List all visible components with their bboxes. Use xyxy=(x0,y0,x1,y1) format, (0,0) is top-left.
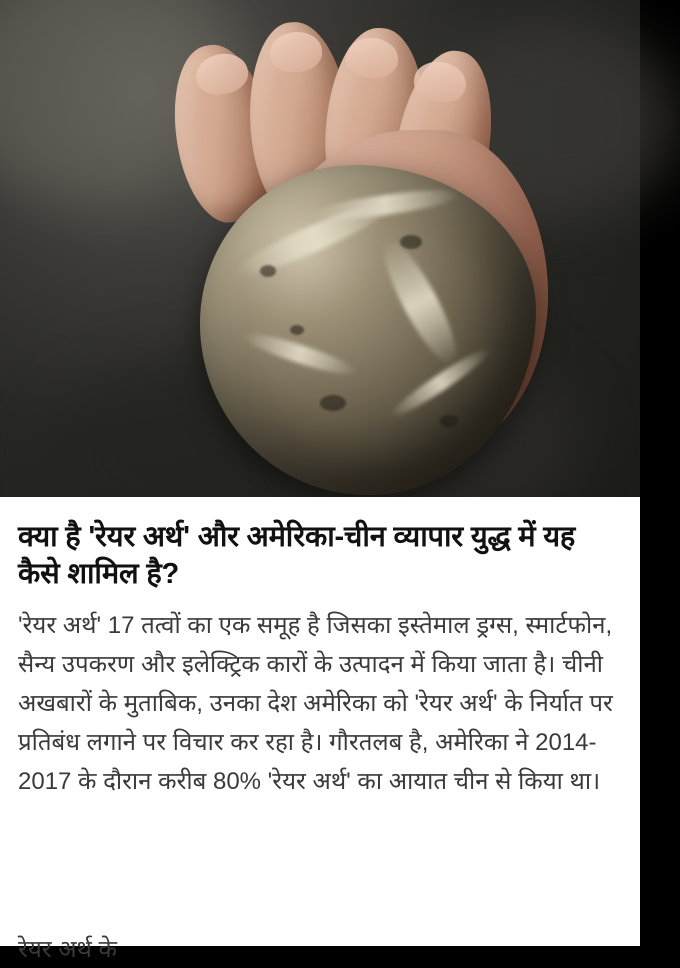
rock-speck xyxy=(260,265,276,277)
article-headline: क्या है 'रेयर अर्थ' और अमेरिका-चीन व्यापार युद्ध में यह कैसे शामिल है? xyxy=(18,521,576,591)
rock-speck xyxy=(320,395,346,411)
rock-speck xyxy=(400,235,422,249)
article-body-next-line-clipped: रेयर अर्थ के xyxy=(18,936,117,963)
rock-vein xyxy=(372,232,468,372)
article-hero-image[interactable] xyxy=(0,0,640,497)
article-body: 'रेयर अर्थ' 17 तत्वों का एक समूह है जिसका इस्तेमाल ड्रग्स, स्मार्टफोन, सैन्य उपकरण और इलेक्ट्रिक कारों के उत्पादन में किया जाता है। चीनी अखबारों के मुताबिक, उनका देश अमेरिका को 'रेयर अर्थ' के निर्यात पर प्रतिबंध लगाने पर विचार कर रहा है। गौरतलब है, अमेरिका ने 2014-2017 के दौरान करीब 80% 'रेयर अर्थ' का आयात चीन से किया था। xyxy=(18,612,613,795)
hand-illustration xyxy=(118,10,538,480)
rock-vein xyxy=(240,327,360,381)
rock-speck xyxy=(290,325,304,335)
article-card xyxy=(0,497,640,963)
rock-vein xyxy=(309,185,460,226)
rock-speck xyxy=(440,415,458,427)
rare-earth-ore-rock xyxy=(200,165,536,495)
